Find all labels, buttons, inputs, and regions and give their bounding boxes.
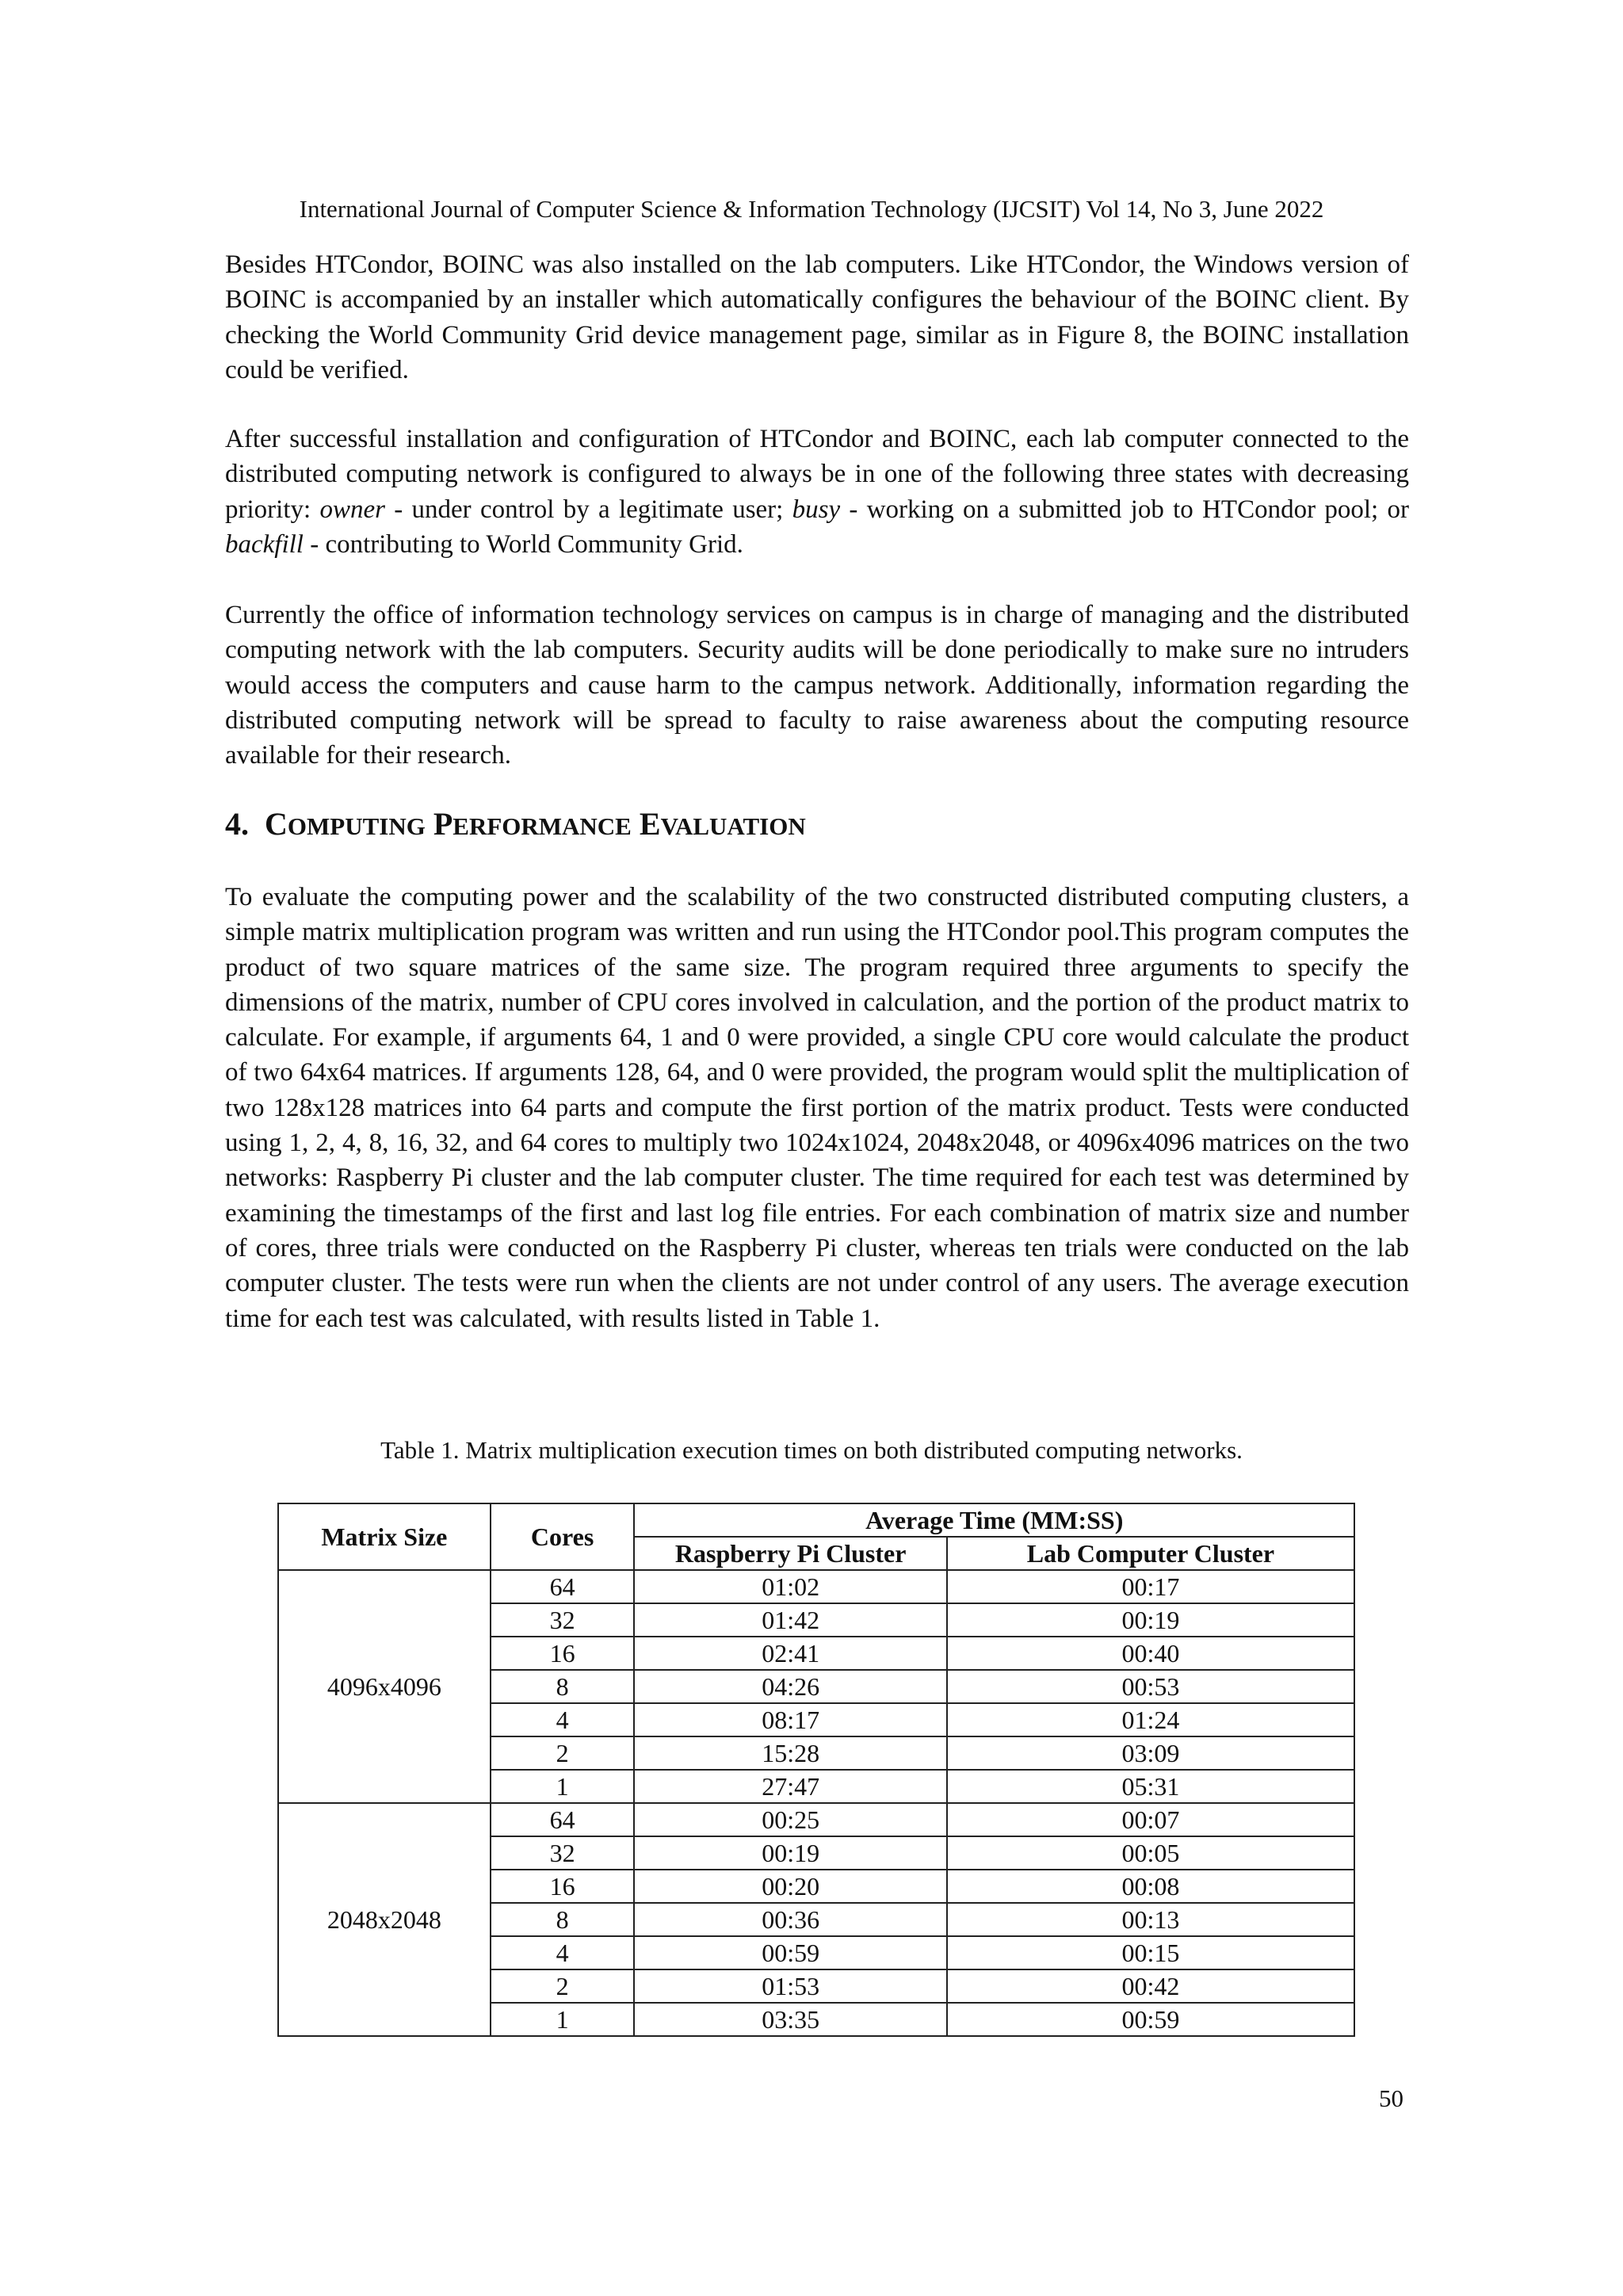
cell-lab-time: 00:05 — [947, 1836, 1354, 1870]
cell-cores: 1 — [491, 2003, 635, 2036]
cell-raspberry-pi-time: 00:19 — [634, 1836, 946, 1870]
table-caption: Table 1. Matrix multiplication execution times on both distributed computing networks. — [380, 1436, 1243, 1464]
heading-word: PERFORMANCE — [433, 806, 632, 842]
cell-cores: 8 — [491, 1903, 635, 1936]
header-matrix-size: Matrix Size — [278, 1503, 491, 1570]
cell-cores: 16 — [491, 1870, 635, 1903]
cell-lab-time: 00:19 — [947, 1603, 1354, 1637]
cell-raspberry-pi-time: 00:20 — [634, 1870, 946, 1903]
cell-lab-time: 00:40 — [947, 1637, 1354, 1670]
cell-lab-time: 01:24 — [947, 1703, 1354, 1736]
cell-cores: 8 — [491, 1670, 635, 1703]
header-lab-computer: Lab Computer Cluster — [947, 1537, 1354, 1570]
cell-lab-time: 00:08 — [947, 1870, 1354, 1903]
section-number: 4. — [225, 806, 249, 842]
text-run: - contributing to World Community Grid. — [303, 529, 743, 559]
header-cores: Cores — [491, 1503, 635, 1570]
cell-lab-time: 00:07 — [947, 1803, 1354, 1836]
cell-lab-time: 00:15 — [947, 1936, 1354, 1969]
cell-raspberry-pi-time: 03:35 — [634, 2003, 946, 2036]
cell-cores: 64 — [491, 1570, 635, 1603]
header-average-time: Average Time (MM:SS) — [634, 1503, 1354, 1537]
cell-raspberry-pi-time: 27:47 — [634, 1770, 946, 1803]
cell-lab-time: 00:59 — [947, 2003, 1354, 2036]
cell-cores: 64 — [491, 1803, 635, 1836]
term-busy: busy — [792, 495, 841, 524]
term-backfill: backfill — [225, 529, 304, 559]
cell-cores: 4 — [491, 1936, 635, 1969]
cell-raspberry-pi-time: 08:17 — [634, 1703, 946, 1736]
text-run: After successful installation and configuration of HTCondor and BOINC, each lab computer connected to the distributed computing network is configured to always be in one of the following three states with decreasing priority: — [225, 425, 1409, 524]
cell-lab-time: 03:09 — [947, 1736, 1354, 1770]
cell-cores: 2 — [491, 1969, 635, 2003]
heading-word: EVALUATION — [639, 806, 806, 842]
table-row — [278, 1570, 1354, 1603]
page-number: 50 — [1379, 2084, 1403, 2112]
text-run: - working on a submitted job to HTCondor pool; or — [840, 495, 1409, 524]
cell-cores: 32 — [491, 1603, 635, 1637]
running-header: International Journal of Computer Science & Information Technology (IJCSIT) Vol 14, No 3, June 2022 — [299, 195, 1324, 223]
cell-lab-time: 00:42 — [947, 1969, 1354, 2003]
cell-matrix-size: 4096x4096 — [278, 1570, 491, 1803]
text-run: - under control by a legitimate user; — [384, 495, 792, 524]
paragraph-boinc-install: Besides HTCondor, BOINC was also installed on the lab computers. Like HTCondor, the Windows version of BOINC is accompanied by an installer which automatically configures the behaviour of the BOINC client. By checking the World Community Grid device management page, similar as in Figure 8, the BOINC installation could be verified. — [225, 250, 1409, 384]
cell-cores: 4 — [491, 1703, 635, 1736]
cell-cores: 1 — [491, 1770, 635, 1803]
cell-raspberry-pi-time: 04:26 — [634, 1670, 946, 1703]
results-table — [277, 1503, 1355, 2037]
cell-lab-time: 05:31 — [947, 1770, 1354, 1803]
cell-lab-time: 00:17 — [947, 1570, 1354, 1603]
cell-raspberry-pi-time: 02:41 — [634, 1637, 946, 1670]
cell-lab-time: 00:13 — [947, 1903, 1354, 1936]
cell-raspberry-pi-time: 01:53 — [634, 1969, 946, 2003]
cell-cores: 32 — [491, 1836, 635, 1870]
cell-raspberry-pi-time: 01:42 — [634, 1603, 946, 1637]
cell-raspberry-pi-time: 01:02 — [634, 1570, 946, 1603]
cell-raspberry-pi-time: 00:59 — [634, 1936, 946, 1969]
term-owner: owner — [319, 495, 385, 524]
cell-cores: 2 — [491, 1736, 635, 1770]
cell-matrix-size: 2048x2048 — [278, 1803, 491, 2036]
paragraph-it-services: Currently the office of information technology services on campus is in charge of managing and the distributed computing network with the lab computers. Security audits will be done periodically to make sure no intruders would access the computers and cause harm to the campus network. Additionally, information regarding the distributed computing network will be spread to faculty to raise awareness about the computing resource available for their research. — [225, 601, 1409, 770]
table-row — [278, 1803, 1354, 1836]
paragraph-states — [225, 422, 1409, 562]
paragraph-evaluation: To evaluate the computing power and the scalability of the two constructed distributed computing clusters, a simple matrix multiplication program was written and run using the HTCondor pool.This program computes the product of two square matrices of the same size. The program required three arguments to specify the dimensions of the matrix, number of CPU cores involved in calculation, and the portion of the product matrix to calculate. For example, if arguments 64, 1 and 0 were provided, a single CPU core would calculate the product of two 64x64 matrices. If arguments 128, 64, and 0 were provided, the program would split the multiplication of two 128x128 matrices into 64 parts and compute the first portion of the matrix product. Tests were conducted using 1, 2, 4, 8, 16, 32, and 64 cores to multiply two 1024x1024, 2048x2048, or 4096x4096 matrices on the two networks: Raspberry Pi cluster and the lab computer cluster. The time required for each test was determined by examining the timestamps of the first and last log file entries. For each combination of matrix size and number of cores, three trials were conducted on the Raspberry Pi cluster, whereas ten trials were conducted on the lab computer cluster. The tests were run when the clients are not under control of any users. The average execution time for each test was calculated, with results listed in Table 1. — [225, 883, 1409, 1333]
cell-lab-time: 00:53 — [947, 1670, 1354, 1703]
section-heading — [225, 805, 806, 842]
cell-raspberry-pi-time: 00:36 — [634, 1903, 946, 1936]
cell-raspberry-pi-time: 00:25 — [634, 1803, 946, 1836]
header-raspberry-pi: Raspberry Pi Cluster — [634, 1537, 946, 1570]
heading-word: COMPUTING — [265, 806, 426, 842]
cell-raspberry-pi-time: 15:28 — [634, 1736, 946, 1770]
cell-cores: 16 — [491, 1637, 635, 1670]
